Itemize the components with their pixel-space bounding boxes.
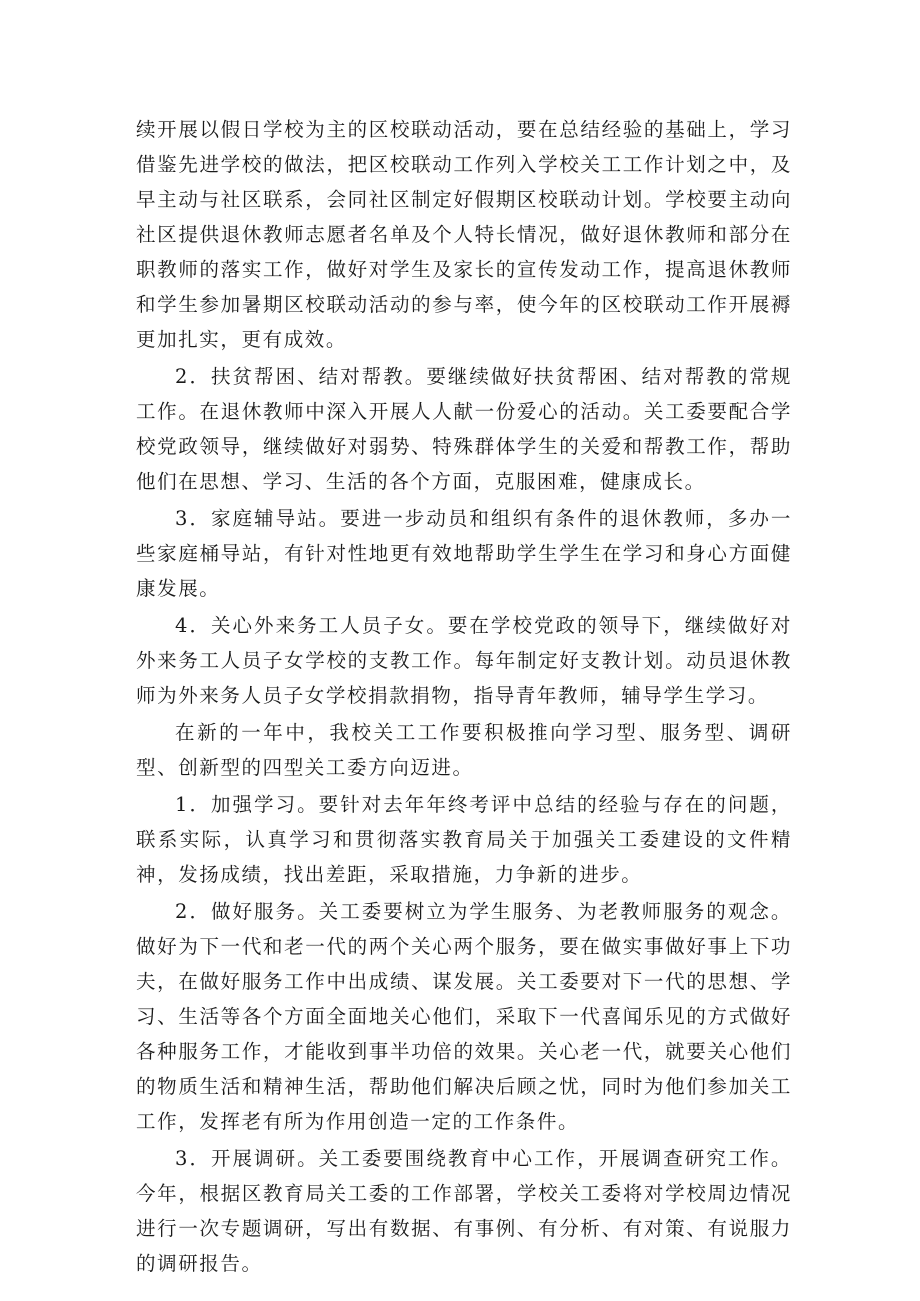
- paragraph-district-school-linkage: 续开展以假日学校为主的区校联动活动，要在总结经验的基础上，学习借鉴先进学校的做法，把区校联动工作列入学校关工工作计划之中，及早主动与社区联系，会同社区制定好假期区校联动计划。学校要主动向社区提供退休教师志愿者名单及个人特长情况，做好退休教师和部分在职教师的落实工作，做好对学生及家长的宣传发动工作，提高退休教师和学生参加暑期区校联动活动的参与率，使今年的区校联动工作开展褥更加扎实，更有成效。: [136, 118, 792, 351]
- paragraph-good-service: 2．做好服务。关工委要树立为学生服务、为老教师服务的观念。做好为下一代和老一代的两个关心两个服务，要在做实事做好事上下功夫，在做好服务工作中出成绩、谋发展。关工委要对下一代的思想、学习、生活等各个方面全面地关心他们，采取下一代喜闻乐见的方式做好各种服务工作，才能收到事半功倍的效果。关心老一代，就要关心他们的物质生活和精神生活，帮助他们解决后顾之忧，同时为他们参加关工工作，发挥老有所为作用创造一定的工作条件。: [136, 900, 792, 1133]
- paragraph-conduct-research: 3．开展调研。关工委要围绕教育中心工作，开展调查研究工作。今年，根据区教育局关工委的工作部署，学校关工委将对学校周边情况进行一次专题调研，写出有数据、有事例、有分析、有对策、有说服力的调研报告。: [136, 1147, 792, 1275]
- document-body: [136, 112, 792, 1283]
- paragraph-poverty-assistance: 2．扶贫帮困、结对帮教。要继续做好扶贫帮困、结对帮教的常规工作。在退休教师中深入开展人人献一份爱心的活动。关工委要配合学校党政领导，继续做好对弱势、特殊群体学生的关爱和帮教工作，帮助他们在思想、学习、生活的各个方面，克服困难，健康成长。: [136, 365, 792, 493]
- paragraph-new-year-direction: 在新的一年中，我校关工工作要积极推向学习型、服务型、调研型、创新型的四型关工委方向迈进。: [136, 721, 792, 779]
- paragraph-migrant-worker-children: 4．关心外来务工人员子女。要在学校党政的领导下，继续做好对外来务工人员子女学校的支教工作。每年制定好支教计划。动员退休教师为外来务人员子女学校捐款捐物，指导青年教师，辅导学生学习。: [136, 614, 792, 707]
- paragraph-family-tutoring-station: 3．家庭辅导站。要进一步动员和组织有条件的退休教师，多办一些家庭桶导站，有针对性地更有效地帮助学生学生在学习和身心方面健康发展。: [136, 507, 792, 600]
- paragraph-strengthen-learning: 1．加强学习。要针对去年年终考评中总结的经验与存在的问题，联系实际，认真学习和贯彻落实教育局关于加强关工委建设的文件精神，发扬成绩，找出差距，采取措施，力争新的进步。: [136, 793, 792, 886]
